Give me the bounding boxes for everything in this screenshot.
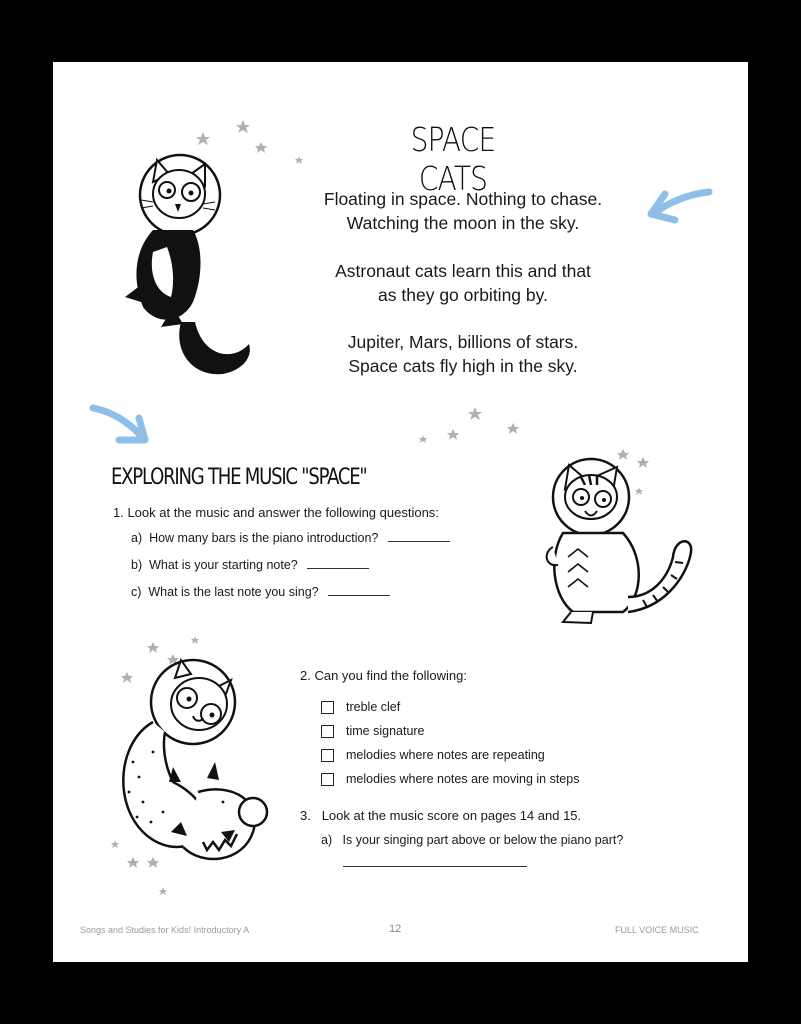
poem-stanza-3 [293,330,633,378]
item-text: Is your singing part above or below the piano part? [342,833,624,847]
item-text: What is your starting note? [149,558,298,572]
publisher-logo: FULL VOICE MUSIC [615,925,699,935]
checklist-item-treble-clef[interactable] [321,700,400,714]
poem-stanza-2 [293,259,633,307]
checkbox[interactable] [321,725,334,738]
item-label: c) [131,585,142,599]
question-text: Look at the music score on pages 14 and 15. [321,808,582,823]
item-label: a) [131,531,143,545]
question-1b [131,558,369,572]
answer-blank-1c[interactable] [328,586,390,596]
checklist-label: melodies where notes are moving in steps [346,772,580,786]
page-title: SPACE CATS [410,120,496,198]
item-label: b) [131,558,143,572]
poem-line: Watching the moon in the sky. [346,213,580,233]
checklist-item-time-signature[interactable] [321,724,425,738]
poem-line: Floating in space. Nothing to chase. [323,189,603,209]
worksheet-page [53,62,748,962]
checkbox[interactable] [321,701,334,714]
checklist-label: treble clef [346,700,401,714]
stars-icon [196,120,303,164]
poem-line: Astronaut cats learn this and that [335,261,591,281]
question-1c [131,585,390,599]
poem-line: Space cats fly high in the sky. [348,356,578,376]
question-3-prompt [300,808,581,823]
cat-illustration-tabby [413,397,693,627]
question-2-prompt: 2. Can you find the following: [300,668,467,683]
checklist-item-repeating-notes[interactable] [321,748,545,762]
poem-line: as they go orbiting by. [378,285,548,305]
cat-illustration-black [123,112,283,392]
checkbox[interactable] [321,773,334,786]
question-1a [131,531,450,545]
answer-blank-1b[interactable] [307,559,369,569]
item-text: How many bars is the piano introduction? [149,531,379,545]
question-number: 3. [300,808,311,823]
poem-line: Jupiter, Mars, billions of stars. [347,332,579,352]
arrow-down-right-icon [89,402,153,446]
question-1-prompt: 1. Look at the music and answer the following questions: [113,505,439,520]
item-label: a) [321,833,333,847]
checklist-label: melodies where notes are repeating [346,748,545,762]
section-heading: EXPLORING THE MUSIC "SPACE" [111,465,367,490]
poem-stanza-1 [293,187,633,235]
checklist-label: time signature [346,724,425,738]
question-3a [321,833,623,847]
footer-book-title: Songs and Studies for Kids! Introductory A [80,925,250,935]
page-number: 12 [389,923,402,935]
checklist-item-moving-in-steps[interactable] [321,772,579,786]
arrow-left-icon [645,184,715,230]
item-text: What is the last note you sing? [148,585,319,599]
checkbox[interactable] [321,749,334,762]
cat-illustration-spotted [103,632,283,897]
answer-blank-3a[interactable] [343,866,527,867]
